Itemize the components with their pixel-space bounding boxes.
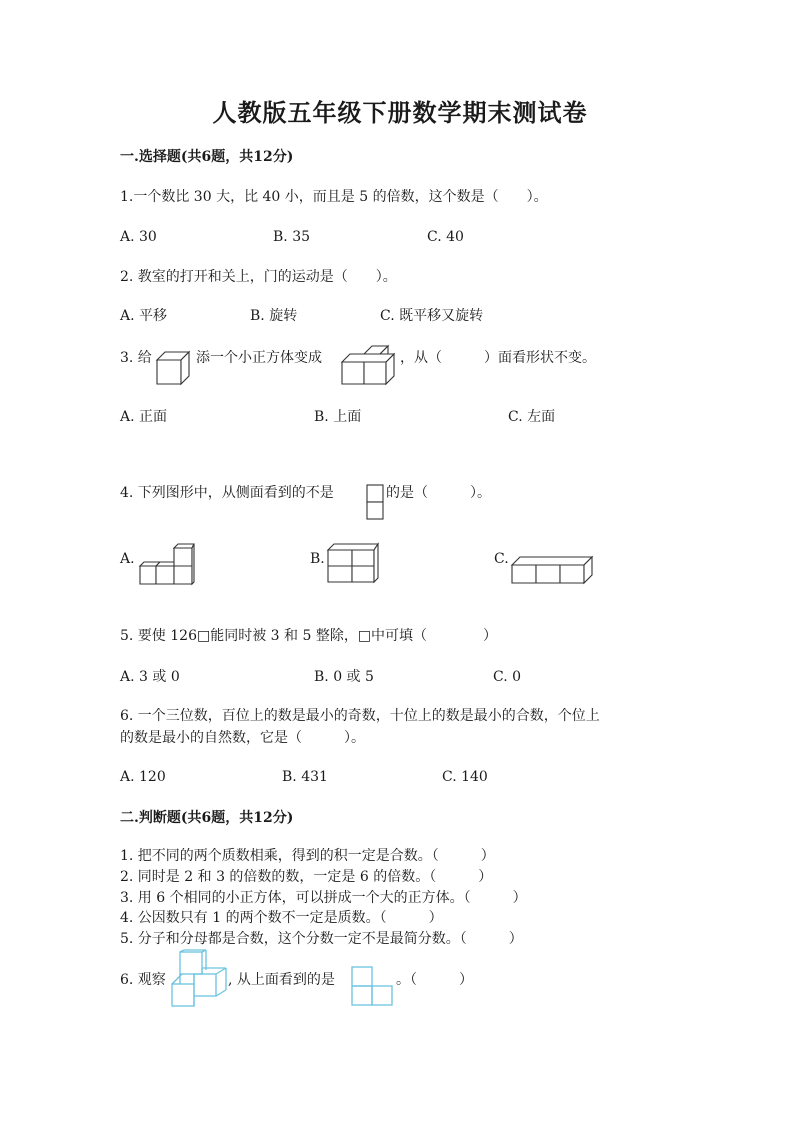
cube-pair-stack-icon (340, 342, 402, 386)
q5-option-c: C. 0 (493, 669, 522, 685)
q6-option-b: B. 431 (282, 769, 328, 785)
q5-option-b: B. 0 或 5 (314, 669, 374, 685)
q6-stem-line1: 6. 一个三位数，百位上的数是最小的奇数，十位上的数是最小的合数，个位上 (120, 708, 600, 724)
q3-option-c: C. 左面 (508, 409, 556, 425)
q3-stem-part1: 3. 给 (120, 350, 152, 366)
judge-item-4: 4. 公因数只有 1 的两个数不一定是质数。（ ） (120, 910, 443, 926)
q2-stem: 2. 教室的打开和关上，门的运动是（ ）。 (120, 269, 397, 285)
q4-option-c: C. (494, 551, 509, 567)
cube-single-icon (155, 348, 193, 386)
q5-stem: 5. 要使 126□能同时被 3 和 5 整除，□中可填（ ） (120, 628, 498, 644)
judge-item-6-part3: 。（ ） (396, 972, 473, 988)
judge-item-2: 2. 同时是 2 和 3 的倍数的数，一定是 6 的倍数。（ ） (120, 869, 493, 885)
q4-figure-c (510, 555, 594, 585)
judge-item-5: 5. 分子和分母都是合数，这个分数一定不是最简分数。（ ） (120, 931, 523, 947)
q4-stem-part2: 的是（ ）。 (386, 485, 491, 501)
judge-item-6-part1: 6. 观察 (120, 972, 166, 988)
q3-stem-part2: 添一个小正方体变成 (196, 350, 322, 366)
q4-option-a: A. (120, 551, 135, 567)
q4-option-b: B. (310, 551, 325, 567)
q1-option-b: B. 35 (273, 229, 311, 245)
q3-option-b: B. 上面 (314, 409, 362, 425)
q4-stem-part1: 4. 下列图形中，从侧面看到的不是 (120, 485, 334, 501)
q2-option-c: C. 既平移又旋转 (380, 308, 484, 324)
blue-top-view-icon (350, 965, 394, 1007)
page-title: 人教版五年级下册数学期末测试卷 (212, 98, 588, 127)
q5-option-a: A. 3 或 0 (120, 669, 180, 685)
q1-stem: 1.一个数比 30 大，比 40 小，而且是 5 的倍数，这个数是（ ）。 (120, 189, 548, 205)
q6-stem-line2: 的数是最小的自然数，它是（ ）。 (120, 730, 365, 746)
q4-figure-a (138, 542, 196, 586)
q6-option-c: C. 140 (442, 769, 488, 785)
section1-heading: 一.选择题(共6题，共12分) (120, 149, 294, 165)
q6-option-a: A. 120 (120, 769, 166, 785)
judge-item-1: 1. 把不同的两个质数相乘，得到的积一定是合数。（ ） (120, 848, 495, 864)
two-square-column-icon (366, 484, 384, 520)
section2-heading: 二.判断题(共6题，共12分) (120, 810, 294, 826)
judge-item-3: 3. 用 6 个相同的小正方体，可以拼成一个大的正方体。（ ） (120, 890, 527, 906)
blue-cube-stack-icon (170, 950, 230, 1008)
q1-option-a: A. 30 (120, 229, 157, 245)
q3-stem-part3: ，从（ ）面看形状不变。 (400, 350, 596, 366)
q1-option-c: C. 40 (427, 229, 464, 245)
q3-option-a: A. 正面 (120, 409, 168, 425)
q4-figure-b (326, 542, 380, 584)
q2-option-a: A. 平移 (120, 308, 168, 324)
q2-option-b: B. 旋转 (250, 308, 298, 324)
judge-item-6-part2: , 从上面看到的是 (228, 972, 335, 988)
